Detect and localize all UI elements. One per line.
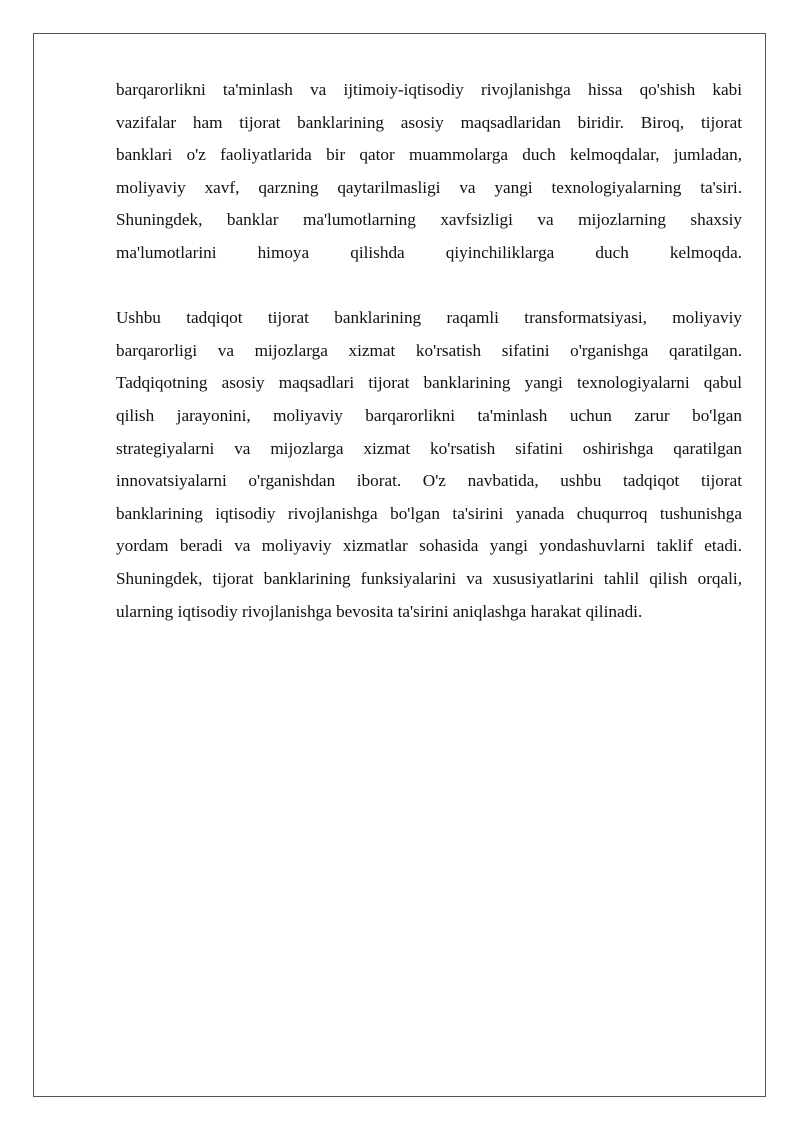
paragraph-gap xyxy=(116,270,742,303)
text-line: vazifalar ham tijorat banklarining asosiy maqsadlaridan biridir. Biroq, tijorat xyxy=(116,112,742,132)
paragraph-2 xyxy=(116,302,742,628)
text-line: ma'lumotlarini himoya qilishda qiyinchiliklarga duch kelmoqda. xyxy=(116,242,742,262)
paragraph-1 xyxy=(116,74,742,270)
text-line: barqarorlikni ta'minlash va ijtimoiy-iqtisodiy rivojlanishga hissa qo'shish kabi xyxy=(116,80,742,99)
text-line: ularning iqtisodiy rivojlanishga bevosita ta'sirini aniqlashga harakat qilinadi. xyxy=(116,601,643,621)
document-body xyxy=(116,74,742,628)
text-line: Tadqiqotning asosiy maqsadlari tijorat banklarining yangi texnologiyalarni qabul xyxy=(116,373,742,393)
text-line: innovatsiyalarni o'rganishdan iborat. O'z navbatida, ushbu tadqiqot tijorat xyxy=(116,471,742,491)
text-line: qilish jarayonini, moliyaviy barqarorlikni ta'minlash uchun zarur bo'lgan xyxy=(116,405,742,425)
text-line: moliyaviy xavf, qarzning qaytarilmasligi va yangi texnologiyalarning ta'siri. xyxy=(116,177,742,197)
text-line: Ushbu tadqiqot tijorat banklarining raqamli transformatsiyasi, moliyaviy xyxy=(116,308,742,328)
text-line: barqarorligi va mijozlarga xizmat ko'rsatish sifatini o'rganishga qaratilgan. xyxy=(116,340,742,360)
text-line: banklari o'z faoliyatlarida bir qator muammolarga duch kelmoqdalar, jumladan, xyxy=(116,145,742,165)
text-line: Shuningdek, tijorat banklarining funksiyalarini va xususiyatlarini tahlil qilish orqali, xyxy=(116,568,742,588)
text-line: yordam beradi va moliyaviy xizmatlar sohasida yangi yondashuvlarni taklif etadi. xyxy=(116,536,742,556)
text-line: Shuningdek, banklar ma'lumotlarning xavfsizligi va mijozlarning shaxsiy xyxy=(116,210,742,230)
text-line: banklarining iqtisodiy rivojlanishga bo'lgan ta'sirini yanada chuqurroq tushunishga xyxy=(116,503,742,523)
text-line: strategiyalarni va mijozlarga xizmat ko'rsatish sifatini oshirishga qaratilgan xyxy=(116,438,742,458)
